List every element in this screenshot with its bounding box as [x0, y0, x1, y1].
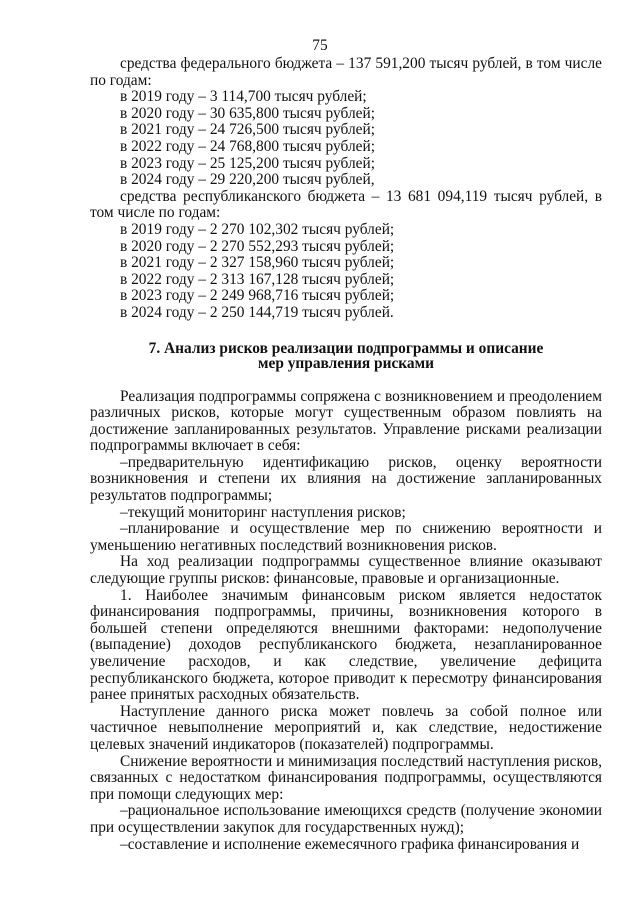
federal-budget-intro: средства федерального бюджета – 137 591,200 тысяч рублей, в том числе по годам:	[90, 55, 602, 89]
federal-year-line: в 2023 году – 25 125,200 тысяч рублей;	[120, 154, 375, 172]
section-paragraph: –текущий мониторинг наступления рисков;	[120, 503, 406, 521]
section-paragraph: Наступление данного риска может повлечь за собой полное или частичное невыполнение мероприятий и, как следствие, недостижение целевых значений индикаторов (показателей) подпрограммы.	[90, 702, 602, 753]
republic-year-line: в 2021 году – 2 327 158,960 тысяч рублей;	[120, 254, 395, 272]
section-paragraph: Реализация подпрограммы сопряжена с возникновением и преодолением различных рисков, которые могут существенным образом повлиять на достижение запланированных результатов. Управление рисками реализации подпрограммы включает в себя:	[90, 387, 602, 455]
federal-year-line: в 2024 году – 29 220,200 тысяч рублей,	[120, 171, 375, 189]
section-paragraph: –планирование и осуществление мер по снижению вероятности и уменьшению негативных последствий возникновения рисков.	[90, 520, 602, 554]
republic-budget-intro: средства республиканского бюджета – 13 681 094,119 тысяч рублей, в том числе по годам:	[90, 187, 602, 222]
spacer	[90, 371, 602, 389]
republic-year-line: в 2019 году – 2 270 102,302 тысяч рублей;	[120, 220, 395, 238]
republic-year-line: в 2023 году – 2 249 968,716 тысяч рублей;	[120, 287, 395, 305]
section-paragraph: –составление и исполнение ежемесячного графика финансирования и	[120, 835, 580, 853]
section-paragraph: 1. Наиболее значимым финансовым риском является недостаток финансирования подпрограммы, причины, возникновения которого в большей степени определяются внешними факторами: недополучение (выпадение) доходов республиканского бюджета, незапланированное увеличение расходов, и как следствие, увеличение дефицита республиканского бюджета, которое приводит к пересмотру финансирования ранее принятых расходных обязательств.	[90, 586, 602, 704]
page-number: 75	[312, 37, 328, 54]
document-body	[90, 56, 602, 853]
section-paragraph: На ход реализации подпрограммы существенное влияние оказывают следующие группы рисков: финансовые, правовые и организационные.	[90, 553, 602, 588]
section-paragraph: –рациональное использование имеющихся средств (получение экономии при осуществлении закупок для государственных нужд);	[90, 802, 602, 836]
section-paragraph: Снижение вероятности и минимизация последствий наступления рисков, связанных с недостатком финансирования подпрограммы, осуществляются при помощи следующих мер:	[90, 752, 602, 803]
republic-year-line: в 2020 году – 2 270 552,293 тысяч рублей;	[120, 237, 395, 255]
republic-year-line: в 2022 году – 2 313 167,128 тысяч рублей;	[120, 270, 395, 288]
federal-year-line: в 2019 году – 3 114,700 тысяч рублей;	[120, 88, 367, 106]
federal-year-line: в 2021 году – 24 726,500 тысяч рублей;	[120, 121, 375, 139]
section-heading-line: мер управления рисками	[258, 354, 434, 372]
federal-year-line: в 2020 году – 30 635,800 тысяч рублей;	[120, 104, 375, 122]
section-heading	[90, 341, 602, 371]
section-paragraph: –предварительную идентификацию рисков, оценку вероятности возникновения и степени их влияния на достижение запланированных результатов подпрограммы;	[90, 453, 602, 505]
republic-year-line: в 2024 году – 2 250 144,719 тысяч рублей.	[120, 303, 394, 321]
federal-year-line: в 2022 году – 24 768,800 тысяч рублей;	[120, 137, 375, 155]
section-heading-line: 7. Анализ рисков реализации подпрограммы и описание	[148, 339, 544, 357]
